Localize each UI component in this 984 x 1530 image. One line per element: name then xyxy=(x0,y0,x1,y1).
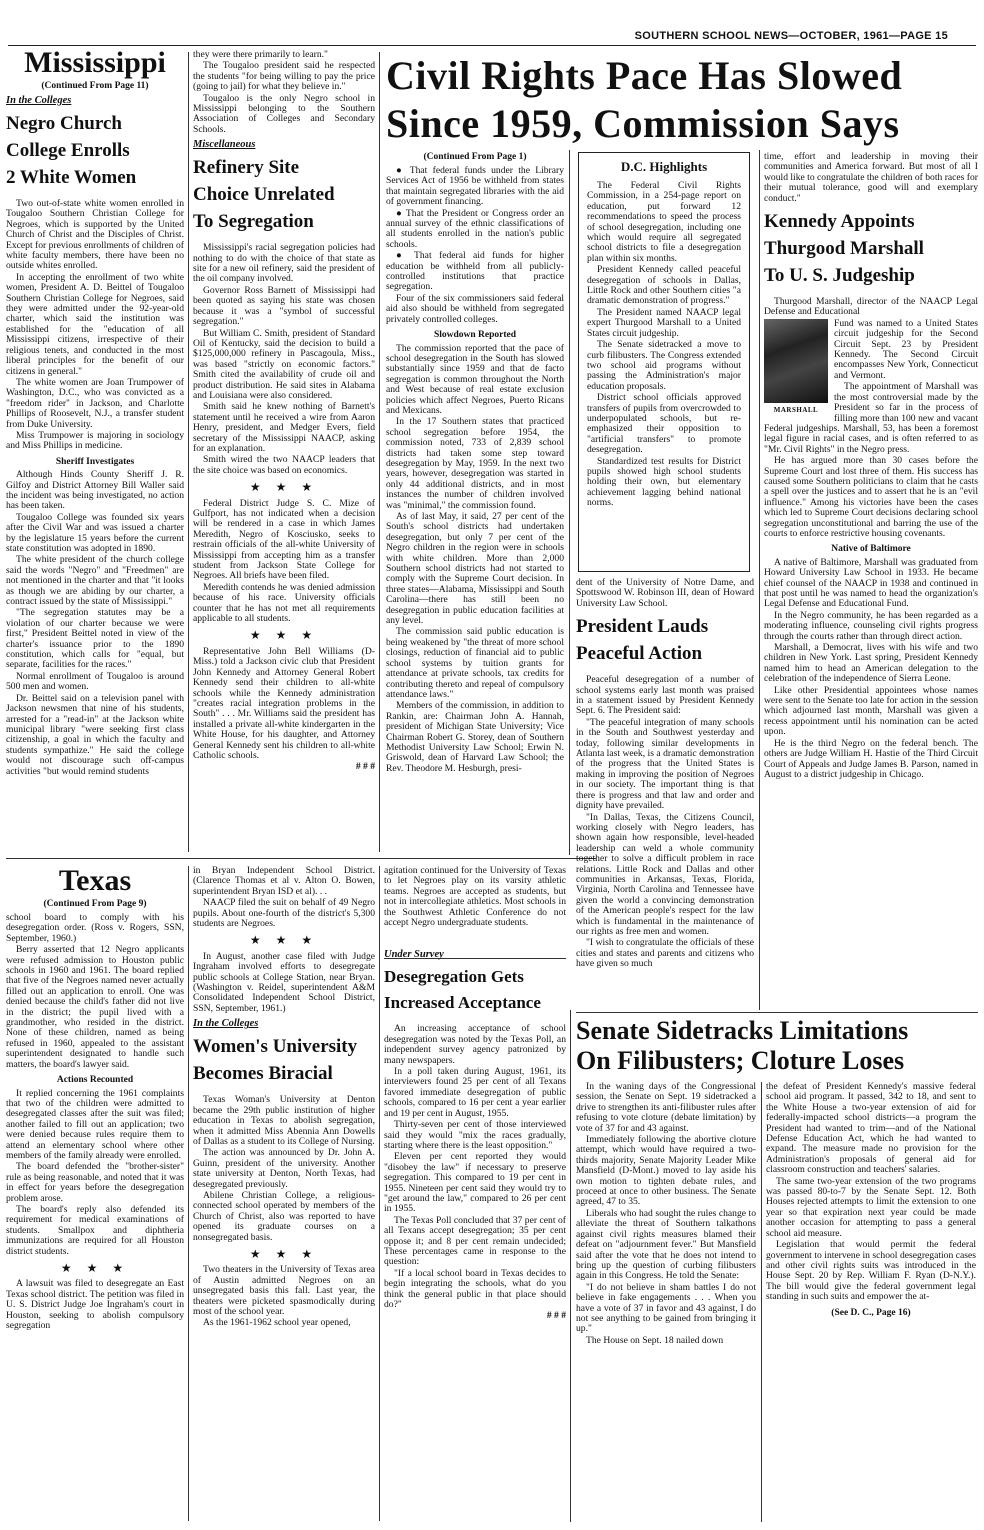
paragraph: ● That federal aid funds for higher education be withheld from all publicly-controlled institutions that practice segregation. xyxy=(386,250,564,293)
civil-rights-body xyxy=(386,166,564,774)
paragraph: Four of the six commissioners said federal aid also should be withheld from segregated privately controlled colleges. xyxy=(386,292,564,325)
paragraph: President Kennedy called peaceful desegregation of schools in Dallas, Little Rock and other Southern cities "a dramatic demonstration of progress." xyxy=(587,264,741,307)
headline-line: Women's University xyxy=(193,1036,358,1058)
headline-line: Kennedy Appoints xyxy=(764,211,915,233)
running-head: SOUTHERN SCHOOL NEWS—OCTOBER, 1961—PAGE 15 xyxy=(634,30,948,42)
paragraph: Governor Ross Barnett of Mississippi had been quoted as saying his state was chosen because it was a "symbol of successful segregation." xyxy=(193,284,375,328)
section-stars: ★ ★ ★ xyxy=(249,480,319,495)
senate-headline-line2: On Filibusters; Cloture Loses xyxy=(576,1046,905,1075)
paragraph: Miss Trumpower is majoring in sociology and Miss Phillips in medicine. xyxy=(6,429,184,452)
paragraph: Thurgood Marshall, director of the NAACP Legal Defense and Educational xyxy=(764,296,978,318)
end-mark: # # # xyxy=(355,761,375,773)
paragraph: Tougaloo College was founded six years after the Civil War and was issued a charter by the legislature 15 years before the current state constitution was adopted in 1890. xyxy=(6,511,184,554)
end-mark: # # # xyxy=(546,1310,566,1322)
mississippi-article-body xyxy=(6,199,184,777)
kennedy-marshall-col xyxy=(764,152,978,1010)
refinery-body xyxy=(193,243,375,773)
kennedy-top-text xyxy=(764,152,978,204)
paragraph: Abilene Christian College, a religious-connected school operated by members of the Church of Christ, also was reported to have opened its graduate courses on a nonsegregated basis. xyxy=(193,1189,375,1243)
paragraph: Tougaloo is the only Negro school in Mississippi belonging to the Southern Association of Colleges and Secondary Schools. xyxy=(193,92,375,135)
survey-headline xyxy=(384,964,566,1016)
senate-body-1 xyxy=(576,1082,756,1346)
texas-continued: (Continued From Page 9) xyxy=(43,899,147,909)
texas-kicker: In the Colleges xyxy=(193,1018,259,1030)
section-stars: ★ ★ ★ xyxy=(249,1246,319,1261)
headline-line: Becomes Biracial xyxy=(193,1063,333,1085)
main-headline-line2: Since 1959, Commission Says xyxy=(386,101,900,146)
paragraph: ● That federal funds under the Library Services Act of 1956 be withheld from states that maintain segregated libraries with the aid of government financing. xyxy=(386,165,564,208)
paragraph: A lawsuit was filed to desegregate an East Texas school district. The petition was filed in U. S. District Judge Joe Ingraham's court in Houston, seeking to abolish compulsory segregation xyxy=(6,1278,184,1332)
texas-col-2 xyxy=(193,866,375,1526)
survey-body xyxy=(384,1024,566,1321)
president-lauds-col xyxy=(576,578,754,1010)
paragraph: As of last May, it said, 27 per cent of the South's school districts had undertaken desegregation, but only 7 per cent of the Negro children in the region were in schools with white children. More than 2,000 Southern school districts had not started to comply with the Supreme Court decision. In three states—Alabama, Mississippi and South Carolina—there has still been no desegregation in public education facilities at any level. xyxy=(386,511,564,627)
paragraph: "In Dallas, Texas, the Citizens Council, working closely with Negro leaders, has shown again how responsible, level-headed leadership can weld a whole community together to solve a difficult problem in race relations. Little Rock and Dallas and other communities in Arkansas, Texas, Florida, Virginia, North Carolina and Tennessee have given the world a convincing demonstration of the American people's respect for the law which is fundamental in the maintenance of our rights as free men and women. xyxy=(576,811,754,937)
section-rule xyxy=(576,1012,978,1013)
refinery-headline xyxy=(193,154,375,235)
column-rule xyxy=(379,52,380,852)
paragraph: The President named NAACP legal expert Thurgood Marshall to a United States circuit judgeship. xyxy=(587,306,741,339)
paragraph: Texas Woman's University at Denton became the 29th public institution of higher education in Texas to abolish segregation, when it admitted Miss Abennia Ann Dowells of Dallas as a student to its College of Nursing. xyxy=(193,1094,375,1147)
paragraph: Smith wired the two NAACP leaders that the site choice was based on economics. xyxy=(193,454,375,476)
subhead: Slowdown Reported xyxy=(433,330,517,341)
headline-line: To Segregation xyxy=(193,211,314,233)
senate-headline xyxy=(576,1016,978,1080)
paragraph: Although Hinds County Sheriff J. R. Gilfoy and District Attorney Bill Waller said the incident was being investigated, no action has been taken. xyxy=(6,469,184,512)
paragraph: The Federal Civil Rights Commission, in a 254-page report on education, put forward 12 recommendations to speed the process of school desegregation, including one which would require all segregated school districts to file a desegregation plan within six months. xyxy=(587,180,741,264)
paragraph: But William C. Smith, president of Standard Oil of Kentucky, said the decision to build a $125,000,000 refinery in Pascagoula, Miss., was based "strictly on economic factors." Smith cited the availability of crude oil and product distribution. He said sites in Alabama and Louisiana were also considered. xyxy=(193,327,375,401)
paragraph: In accepting the enrollment of two white women, President A. D. Beittel of Tougaloo Southern Christian College for Negroes, said they were admitted under the 92-year-old charter, which said the institution was established for the "education of all Mississippi citizens, irrespective of their religious tenets, and conducted in the most liberal principles for the benefit of our citizens in general." xyxy=(6,271,184,377)
column-rule xyxy=(379,866,380,1521)
paragraph: As the 1961-1962 school year opened, xyxy=(203,1317,351,1329)
paragraph: Standardized test results for District pupils showed high school students holding their own, but elementary achievement lagging behind national norms. xyxy=(587,455,741,509)
texas-col-1 xyxy=(6,864,184,1524)
paragraph: Dr. Beittel said on a television panel with Jackson newsmen that nine of his students, arrested for a "read-in" at the Jackson white municipal library "were seeking first class citizenship, a goal in which the faculty and students sympathize." He said the college would not discourage such off-campus activities "but would remind students xyxy=(6,692,184,777)
main-headline xyxy=(386,52,978,152)
main-continued: (Continued From Page 1) xyxy=(423,152,527,162)
paragraph: In the Negro community, he has been regarded as a moderating influence, counseling civil rights progress through the courts rather than through direct action. xyxy=(764,609,978,642)
paragraph: Legislation that would permit the federal government to intervene in school desegregation cases and other civil rights suits was introduced in the House Sept. 20 by Rep. William F. Ryan (D-N.Y.). The bill would give the federal government legal standing in such suits and empower the at- xyxy=(766,1239,976,1303)
paragraph: dent of the University of Notre Dame, and Spottswood W. Robinson III, dean of Howard University Law School. xyxy=(576,578,754,609)
mississippi-kicker: In the Colleges xyxy=(6,95,72,106)
headline-line: President Lauds xyxy=(576,616,709,638)
paragraph: Berry asserted that 12 Negro applicants were refused admission to Houston public schools in 1960 and 1961. The board replied that five of the Negroes named never actually filled out an application to enroll. One was denied because the child's father did not live in the district; the pupil lived with a grandmother, who resided in the district. None of these children, named as being refused in 1960, appealed to the assistant superintendent designated to handle such matters, the board's lawyer said. xyxy=(6,944,184,1070)
see-also-link[interactable]: (See D. C., Page 16) xyxy=(831,1307,911,1318)
paragraph: The Senate sidetracked a move to curb filibusters. The Congress extended two school aid programs without passing the Administration's major education proposals. xyxy=(587,339,741,392)
headline-line: Choice Unrelated xyxy=(193,184,335,206)
headline-line: Peaceful Action xyxy=(576,643,703,665)
marshall-photo xyxy=(764,319,828,403)
paragraph: "I wish to congratulate the officials of these cities and states and parents and citizens who have given so much xyxy=(576,937,754,970)
paragraph: He has argued more than 30 cases before the Supreme Court and lost three of them. His success has caused some Southern politicians to claim that he casts a spell over the justices and to assert that he is an "evil influence." Among his victories have been the cases which led to Supreme Court decisions declaring school segregation unconstitutional and barring the use of the courts to enforce restrictive housing covenants. xyxy=(764,455,978,539)
paragraph: NAACP filed the suit on behalf of 49 Negro pupils. About one-fourth of the district's 5,300 students are Negroes. xyxy=(193,897,375,930)
texas-col3-body xyxy=(384,866,566,928)
paragraph: Members of the commission, in addition to Rankin, are: Chairman John A. Hannah, president of Michigan State University; Vice Chairman Robert G. Storey, dean of Southern Methodist University Law School; Erwin N. Griswold, dean of Harvard Law School; the Rev. Theodore M. Hesburgh, presi- xyxy=(386,700,564,774)
subhead: Native of Baltimore xyxy=(831,544,911,555)
headline-line: Refinery Site xyxy=(193,157,300,179)
main-headline-line1: Civil Rights Pace Has Slowed xyxy=(386,53,903,98)
section-rule xyxy=(6,858,596,859)
mississippi-col-2 xyxy=(193,50,375,856)
marshall-body xyxy=(764,297,978,780)
womens-university-headline xyxy=(193,1033,375,1087)
column-rule xyxy=(759,150,760,1010)
headline-line: Desegregation Gets xyxy=(384,967,524,987)
womens-university-body xyxy=(193,1095,375,1329)
texas-col2-body xyxy=(193,866,375,1014)
marshall-headline xyxy=(764,208,978,289)
section-stars: ★ ★ ★ xyxy=(60,1261,130,1275)
paragraph: The white women are Joan Trumpower of Washington, D.C., who was convicted as a "freedom rider" in Jackson, and Charlotte Phillips of Roosevelt, N.J., a transfer student from Duke University. xyxy=(6,376,184,430)
mississippi-col-1 xyxy=(6,46,184,856)
paragraph: Two out-of-state white women enrolled in Tougaloo Southern Christian College for Negroes, which is supported by the United Church of Christ and the Disciples of Christ. Except for previous enrollments of children of white faculty members, there have been no outside whites enrolled. xyxy=(6,198,184,272)
paragraph: "If a local school board in Texas decides to begin integrating the schools, what do you think the general public in that place should do?" xyxy=(384,1267,566,1310)
paragraph: Smith said he knew nothing of Barnett's statement until he received a wire from Aaron Henry, president, and Medger Evers, field secretary of the Mississippi NAACP, asking for an explanation. xyxy=(193,401,375,454)
paragraph: in Bryan Independent School District. (Clarence Thomas et al v. Alton O. Bowen, superintendent Bryan ISD et al). . . xyxy=(193,866,375,897)
paragraph: Peaceful desegregation of a number of school systems early last month was praised in a statement issued by President Kennedy Sept. 6. The President said: xyxy=(576,674,754,717)
paragraph: The board defended the "brother-sister" rule as being reasonable, and noted that it was in effect for years before the desegregation problem arose. xyxy=(6,1161,184,1204)
paragraph: Like other Presidential appointees whose names were sent to the Senate too late for action in the session which adjourned last month, Marshall was given a recess appointment until his nomination can be acted upon. xyxy=(764,684,978,738)
paragraph: Normal enrollment of Tougaloo is around 500 men and women. xyxy=(6,670,184,693)
column-rule xyxy=(570,1010,571,1522)
headline-line: Thurgood Marshall xyxy=(764,238,924,260)
survey-kicker: Under Survey xyxy=(384,949,444,961)
dc-highlights-body xyxy=(587,181,741,509)
section-stars: ★ ★ ★ xyxy=(249,628,319,643)
mississippi-continued: (Continued From Page 11) xyxy=(41,81,149,91)
senate-col-1 xyxy=(576,1082,756,1524)
paragraph: "The peaceful integration of many schools in the South and Southwest yesterday and today, following similar developments in Atlanta last week, is a dramatic demonstration of the progress that the United States is making in improving the position of Negroes in our society. The important thing is that there is progress and that law and order and dignity have prevailed. xyxy=(576,716,754,812)
subhead: Sheriff Investigates xyxy=(55,456,135,467)
paragraph: Federal District Judge S. C. Mize of Gulfport, has not indicated when a decision will be rendered in a case in which James Meredith, Negro of Kosciusko, seeks to restrain officials of the all-white University of Mississippi from accepting him as a transfer student from Jackson State College for Negroes. All briefs have been filed. xyxy=(193,497,375,582)
mississippi-headline xyxy=(6,110,184,191)
headline-line: 2 White Women xyxy=(6,167,137,188)
paragraph: The same two-year extension of the two programs was passed 80-to-7 by the Senate Sept. 12. Both Houses rejected attempts to limit the extension to one year so that expiration next year could be made another occasion for attempting to pass a general school aid measure. xyxy=(766,1175,976,1239)
paragraph: Representative John Bell Williams (D-Miss.) told a Jackson civic club that President John Kennedy and Attorney General Robert Kennedy send their children to all-white schools while the Kennedy administration "creates racial integration problems in the South" . . . Mr. Williams said the president has installed a private all-white kindergarten in the White House, for his daughter, and Attorney General Kennedy sent his children to all-white Catholic schools. xyxy=(193,645,375,761)
paragraph: agitation continued for the University of Texas to let Negroes play on its varsity athletic teams. Negroes are accepted as students, but not in intercollegiate athletics. Most schools in the Southwest Athletic Conference do not accept Negro undergraduate students. xyxy=(384,866,566,929)
paragraph: The board's reply also defended its requirement for medical examinations of students. Smallpox and diphtheria immunizations are required for all Houston district students. xyxy=(6,1203,184,1257)
paragraph: In the waning days of the Congressional session, the Senate on Sept. 19 sidetracked a drive to strengthen its anti-filibuster rules after refusing to vote cloture (debate limitation) by vote of 37 for and 43 against. xyxy=(576,1082,756,1134)
dc-highlights-box xyxy=(578,152,750,572)
headline-line: College Enrolls xyxy=(6,140,130,161)
column-rule xyxy=(188,52,189,852)
paragraph: District school officials approved transfers of pupils from overcrowded to underpopulated schools, but re-emphasized their opposition to "artificial transfers" to promote desegregation. xyxy=(587,392,741,456)
headline-line: To U. S. Judgeship xyxy=(764,265,915,287)
mississippi-state-head: Mississippi xyxy=(24,46,166,79)
paragraph: Liberals who had sought the rules change to alleviate the threat of Southern talkathons against civil rights measures blamed their defeat on "adjournment fever." But Mansfield said after the vote that he does not intend to bring up the question of curbing filibusters again in this Congress. He told the Senate: xyxy=(576,1207,756,1282)
paragraph: Thirty-seven per cent of those interviewed said they would "mix the races gradually, starting where there is the least opposition." xyxy=(384,1119,566,1151)
senate-body-2 xyxy=(766,1082,976,1318)
paragraph: The white president of the church college said the words "Negro" and "Freedmen" are not mentioned in the charter and that "it looks as though we are abiding by our charter, a contract issued by the state of Mississippi." xyxy=(6,554,184,608)
paragraph: Immediately following the abortive cloture attempt, which would have required a two-thirds majority, Senate Majority Leader Mike Mansfield (D-Mont.) moved to lay aside his own motion to tighten debate rules, and proceed at once to other business. The Senate agreed, 47 to 35. xyxy=(576,1134,756,1208)
paragraph: An increasing acceptance of school desegregation was noted by the Texas Poll, an independent survey agency patronized by many newspapers. xyxy=(384,1023,566,1066)
paragraph: The Tougaloo president said he respected the students "for being willing to pay the price (going to jail) for what they believe in." xyxy=(193,60,375,93)
paragraph: The Texas Poll concluded that 37 per cent of all Texans accept desegregation; 35 per cent oppose it; and 8 per cent remain undecided; These percentages came in response to the question: xyxy=(384,1214,566,1268)
paragraph: The commission reported that the pace of school desegregation in the South has slowed substantially since 1959 and that de facto segregation is common throughout the North and West because of real estate exclusion policies which affect Negroes, Puerto Ricans and Mexicans. xyxy=(386,342,564,416)
paragraph: It replied concerning the 1961 complaints that two of the children were admitted to desegregated classes after the suit was filed; another failed to fill out an application; two were denied because rules require them to attend an elementary school where other members of the family already were enrolled. xyxy=(6,1087,184,1161)
paragraph: A native of Baltimore, Marshall was graduated from Howard University Law School in 1933. He became chief counsel of the NAACP in 1938 and continued in that post until he was named to head the organization's Legal Defense and Educational Fund. xyxy=(764,556,978,610)
paragraph: they were there primarily to learn." xyxy=(193,50,328,60)
president-lauds-body xyxy=(576,675,754,969)
dc-highlights-title: D.C. Highlights xyxy=(620,159,708,174)
paragraph: The action was announced by Dr. John A. Guinn, president of the university. Another state university at Denton, North Texas, had desegregated previously. xyxy=(193,1147,375,1190)
president-lauds-headline xyxy=(576,613,754,667)
texas-col-3 xyxy=(384,866,566,1526)
paragraph: The House on Sept. 18 nailed down xyxy=(586,1334,724,1346)
texas-state-head: Texas xyxy=(58,864,132,897)
paragraph: In a poll taken during August, 1961, its interviewers found 25 per cent of all Texans favored immediate desegregation of public schools, compared to 16 per cent a year earlier and 19 per cent in August, 1955. xyxy=(384,1066,566,1119)
senate-headline-line1: Senate Sidetracks Limitations xyxy=(576,1016,909,1045)
civil-rights-col-1 xyxy=(386,150,564,855)
subhead: Actions Recounted xyxy=(56,1075,134,1086)
paragraph: In the 17 Southern states that practiced school segregation before 1954, the commission noted, 733 of 2,839 school districts had taken some step toward desegregation by May, 1959. In the next two years, however, desegregation was started in only 44 additional districts, and in most instances the number of children involved was "minimal," the commission found. xyxy=(386,416,564,511)
paragraph: school board to comply with his desegregation order. (Ross v. Rogers, SSN, September, 1960.) xyxy=(6,912,184,944)
paragraph: ● That the President or Congress order an annual survey of the ethnic classifications of all students enrolled in the nation's public schools. xyxy=(386,207,564,250)
continuation-text xyxy=(576,578,754,609)
headline-line: Negro Church xyxy=(6,113,122,134)
column-rule xyxy=(761,1082,762,1522)
paragraph: "The segregation statutes may be a violation of our charter because we were first," President Beittel noted in view of the charter's issuance prior to the 1890 constitution, which calls for "equal, but separate, facilities for the races." xyxy=(6,607,184,671)
column-rule xyxy=(569,150,570,855)
texas-body xyxy=(6,913,184,1331)
paragraph: "I do not believe in sham battles I do not believe in fake engagements . . . When you have a vote of 37 in favor and 43 against, I do not see anything to be gained from bringing it up." xyxy=(576,1281,756,1335)
paragraph: The appointment of Marshall was the most controversial made by the President so far in the process of filling more than 100 new and vacant Federal judgeships. Marshall, 53, has been a foremost legal figure in racial cases, and is often referred to as "Mr. Civil Rights" in the Negro press. xyxy=(764,381,978,455)
headline-line: Increased Acceptance xyxy=(384,993,541,1013)
paragraph: Meredith contends he was denied admission because of his race. University officials counter that he has not met all requirements applicable to all students. xyxy=(193,581,375,625)
paragraph: time, effort and leadership in moving their communities and America forward. But most of all I would like to congratulate the children of both races for their mutual tolerance, good will and exemplary conduct." xyxy=(764,152,978,204)
marshall-photo-block xyxy=(764,319,828,415)
paragraph: Mississippi's racial segregation policies had nothing to do with the choice of that state as site for a new oil refinery, said the president of the oil company involved. xyxy=(193,242,375,285)
paragraph: The commission said public education is being weakened by "the threat of more school closings, reduction of financial aid to public school systems by tuition grants for attendance at private schools, tax credits for contributing thereto and repeal of compulsory attendance laws." xyxy=(386,626,564,700)
paragraph: Two theaters in the University of Texas area of Austin admitted Negroes on an unsegregated basis this fall. Last year, the theaters were picketed spasmodically during most of the school year. xyxy=(193,1264,375,1317)
paragraph: He is the third Negro on the federal bench. The others are Judge William H. Hastie of the Third Circuit Court of Appeals and Judge James B. Parson, named in August to a district judgeship in Chicago. xyxy=(764,737,978,780)
section-rule xyxy=(384,958,566,959)
paragraph: the defeat of President Kennedy's massive federal school aid program. It passed, 342 to 18, and sent to the White House a two-year extension of aid for federally-impacted school districts—a program the President had wanted to trim—and of the National Defense Education Act, which he had wanted to expand. The measure made no provision for the Administration's proposals of general aid for classroom construction and teachers' salaries. xyxy=(766,1082,976,1176)
senate-col-2 xyxy=(766,1082,976,1524)
paragraph: Fund was named to a United States circuit judgeship for the Second Circuit Sept. 23 by President Kennedy. The Second Circuit encompasses New York, Connecticut and Vermont. xyxy=(834,317,978,381)
paragraph: Marshall, a Democrat, lives with his wife and two children in New York. Last spring, President Kennedy named him to head an American delegation to the celebration of the independence of Sierra Leone. xyxy=(764,642,978,685)
section-stars: ★ ★ ★ xyxy=(249,933,319,948)
paragraph: Eleven per cent reported they would "disobey the law" if necessary to preserve segregation. This compared to 19 per cent in 1955. Nineteen per cent said they would try to "get around the law," compared to 26 per cent in 1955. xyxy=(384,1151,566,1215)
column-rule xyxy=(188,866,189,1521)
mississippi-col2-top xyxy=(193,50,375,135)
paragraph: In August, another case filed with Judge Ingraham involved efforts to desegregate public schools at College Station, near Bryan. (Washington v. Reidel, superintendent A&M Consolidated Independent School District, SSN, September, 1961.) xyxy=(193,950,375,1014)
mississippi-kicker-misc: Miscellaneous xyxy=(193,139,256,151)
photo-caption: MARSHALL xyxy=(773,405,819,414)
